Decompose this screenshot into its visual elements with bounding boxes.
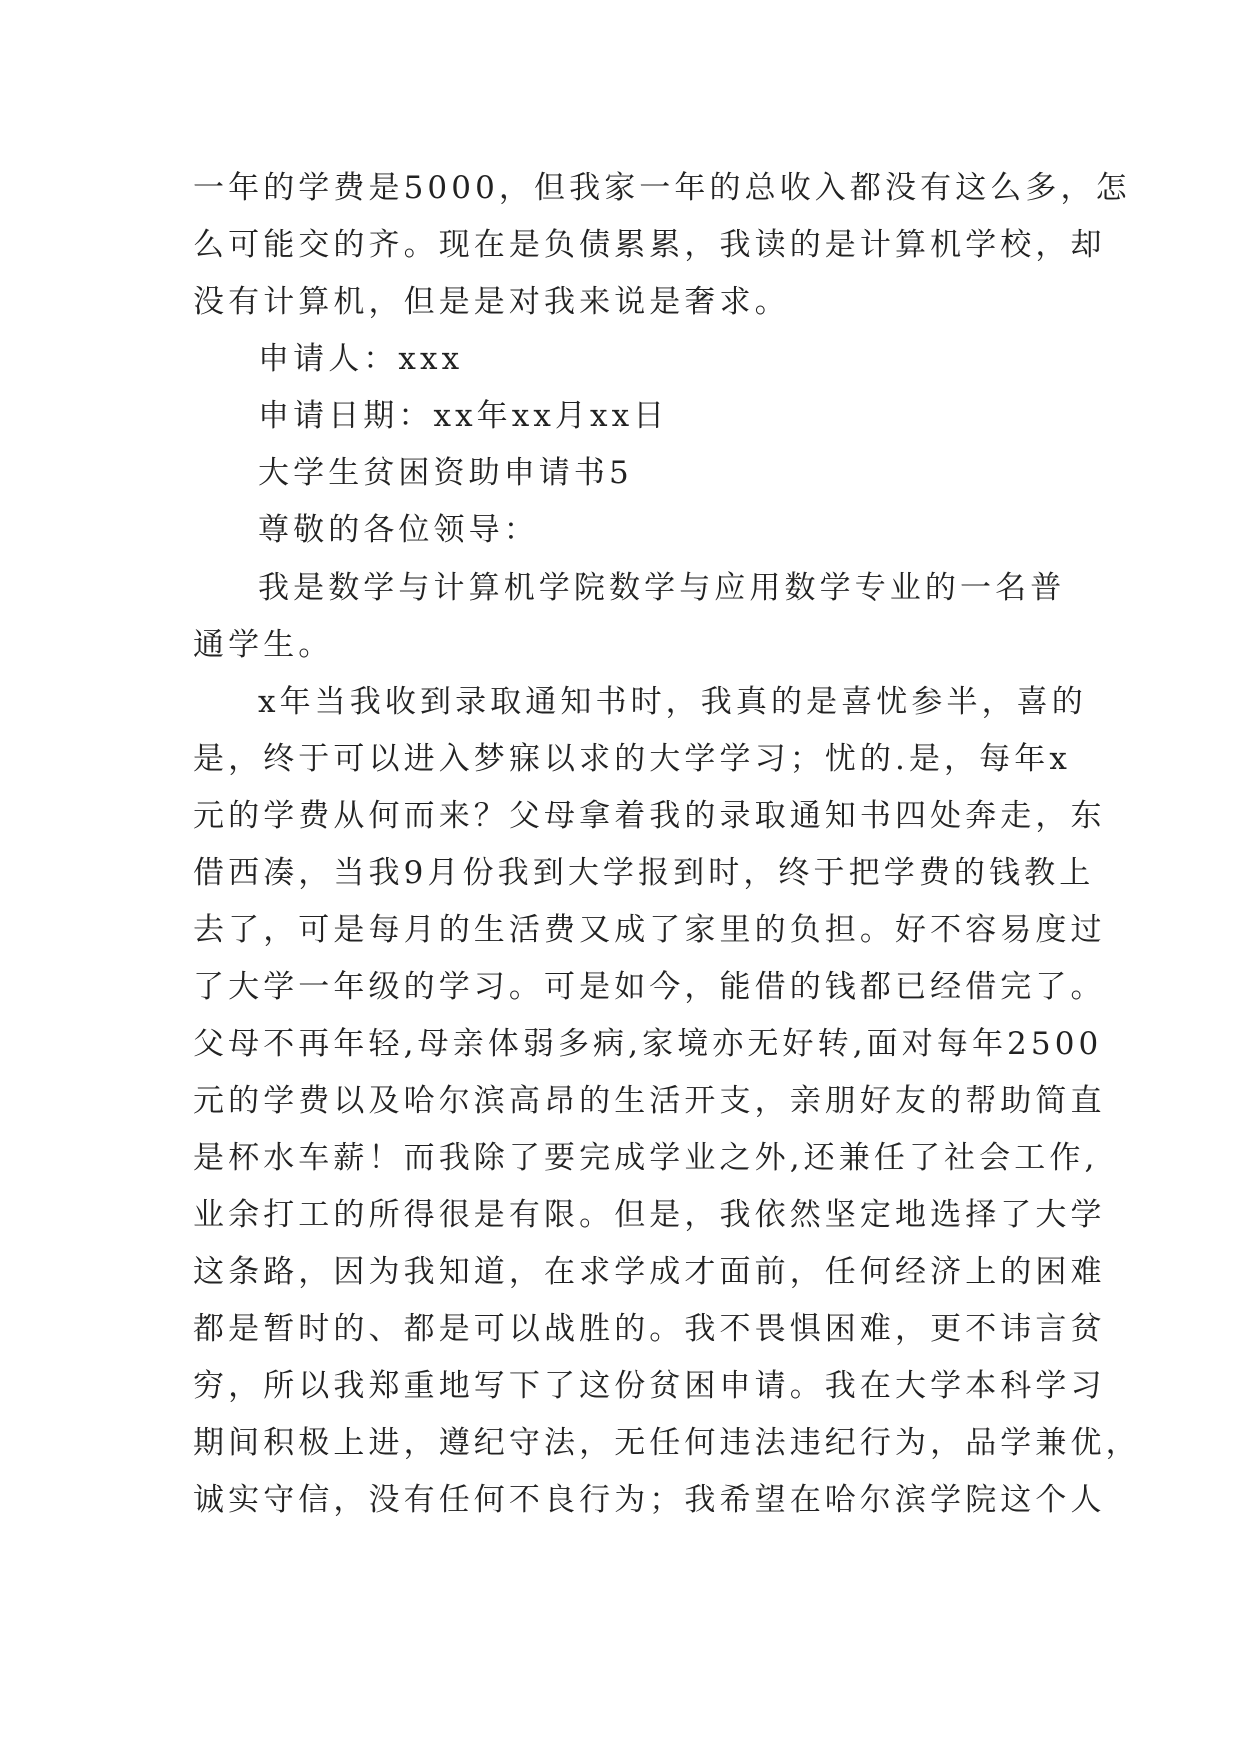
- body-text-line: 了大学一年级的学习。可是如今，能借的钱都已经借完了。: [193, 969, 1106, 1005]
- body-text-line: 去了，可是每月的生活费又成了家里的负担。好不容易度过: [193, 912, 1106, 948]
- body-text-line: 借西凑，当我9月份我到大学报到时，终于把学费的钱教上: [193, 855, 1095, 891]
- body-text-line: 穷，所以我郑重地写下了这份贫困申请。我在大学本科学习: [193, 1368, 1106, 1404]
- application-date-line: 申请日期：xx年xx月xx日: [258, 398, 669, 434]
- applicant-line: 申请人：xxx: [258, 341, 464, 377]
- body-text-line: 没有计算机，但是是对我来说是奢求。: [193, 284, 790, 320]
- body-text-line: 诚实守信，没有任何不良行为；我希望在哈尔滨学院这个人: [193, 1482, 1106, 1518]
- body-text-line: 么可能交的齐。现在是负债累累，我读的是计算机学校，却: [193, 227, 1106, 263]
- body-text-line: 父母不再年轻,母亲体弱多病,家境亦无好转,面对每年2500: [193, 1026, 1103, 1062]
- salutation: 尊敬的各位领导：: [258, 512, 539, 548]
- body-text-line: 期间积极上进，遵纪守法，无任何违法违纪行为，品学兼优，: [193, 1425, 1141, 1461]
- body-text-line: 元的学费以及哈尔滨高昂的生活开支，亲朋好友的帮助简直: [193, 1083, 1106, 1119]
- body-text-line: 通学生。: [193, 627, 334, 663]
- body-text-line: 一年的学费是5000，但我家一年的总收入都没有这么多，怎: [193, 170, 1131, 206]
- body-text-line: 业余打工的所得很是有限。但是，我依然坚定地选择了大学: [193, 1197, 1106, 1233]
- body-text-line: 是杯水车薪！而我除了要完成学业之外,还兼任了社会工作,: [193, 1140, 1099, 1176]
- body-text-line: 是，终于可以进入梦寐以求的大学学习；忧的.是，每年x: [193, 741, 1071, 777]
- body-text-line: x年当我收到录取通知书时，我真的是喜忧参半，喜的: [258, 684, 1087, 720]
- body-text-line: 这条路，因为我知道，在求学成才面前，任何经济上的困难: [193, 1254, 1106, 1290]
- body-text-line: 我是数学与计算机学院数学与应用数学专业的一名普: [258, 570, 1066, 606]
- body-text-line: 元的学费从何而来？父母拿着我的录取通知书四处奔走，东: [193, 798, 1106, 834]
- section-title: 大学生贫困资助申请书5: [258, 455, 633, 491]
- body-text-line: 都是暂时的、都是可以战胜的。我不畏惧困难，更不讳言贫: [193, 1311, 1106, 1347]
